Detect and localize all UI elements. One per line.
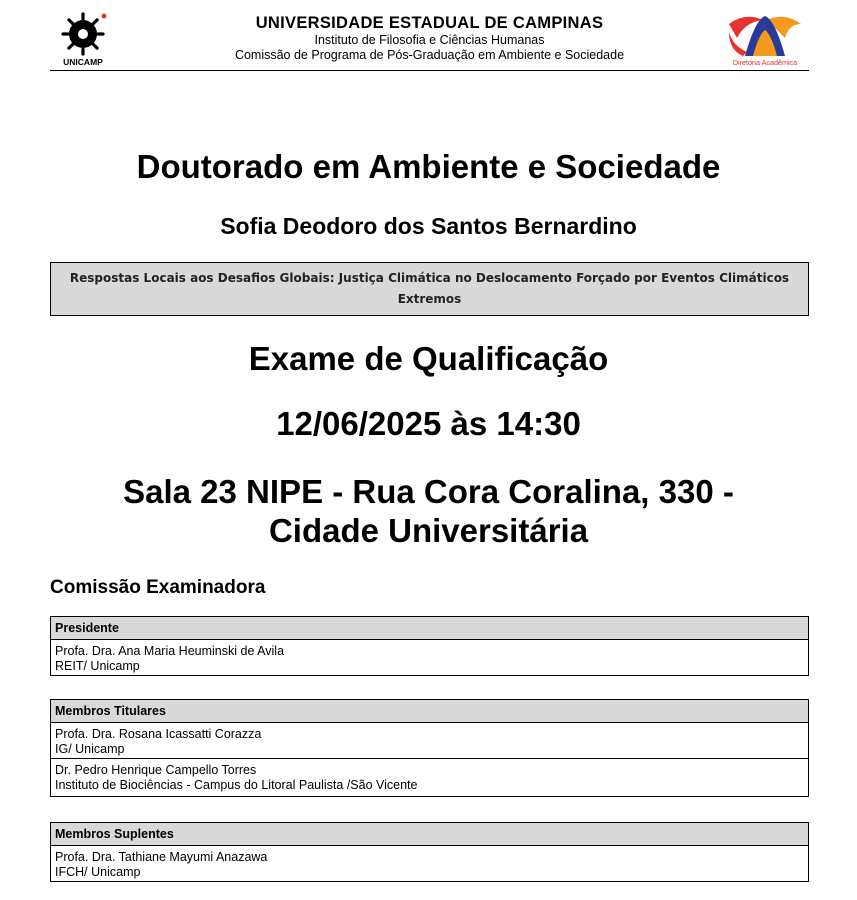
member-name: Profa. Dra. Tathiane Mayumi Anazawa bbox=[55, 850, 268, 864]
exam-datetime: 12/06/2025 às 14:30 bbox=[276, 405, 581, 442]
student-name: Sofia Deodoro dos Santos Bernardino bbox=[220, 213, 637, 239]
table-row bbox=[51, 723, 808, 758]
unicamp-logo-text: UNICAMP bbox=[63, 57, 103, 67]
table-row bbox=[51, 846, 808, 881]
table-row bbox=[51, 640, 808, 675]
thesis-title-box bbox=[50, 262, 809, 316]
member-affiliation: REIT/ Unicamp bbox=[55, 659, 140, 673]
member-affiliation: Instituto de Biociências - Campus do Litoral Paulista /São Vicente bbox=[55, 778, 418, 792]
member-name: Profa. Dra. Ana Maria Heuminski de Avila bbox=[55, 644, 285, 658]
commission-name: Comissão de Programa de Pós-Graduação em Ambiente e Sociedade bbox=[234, 48, 625, 62]
exam-type: Exame de Qualificação bbox=[248, 340, 609, 377]
substitute-members-table bbox=[50, 822, 809, 882]
substitute-heading: Membros Suplentes bbox=[51, 823, 808, 846]
program-name: Doutorado em Ambiente e Sociedade bbox=[136, 148, 721, 185]
exam-location: Sala 23 NIPE - Rua Cora Coralina, 330 - Cidade Universitária bbox=[123, 473, 734, 549]
member-name: Dr. Pedro Henrique Campello Torres bbox=[55, 763, 257, 777]
university-name: UNIVERSIDADE ESTADUAL DE CAMPINAS bbox=[255, 14, 604, 32]
institute-name: Instituto de Filosofia e Ciências Humanas bbox=[314, 33, 545, 47]
titular-members-table bbox=[50, 699, 809, 797]
page-header bbox=[50, 10, 809, 71]
titular-heading: Membros Titulares bbox=[51, 700, 808, 723]
committee-title: Comissão Examinadora bbox=[50, 577, 266, 598]
unicamp-logo bbox=[56, 12, 114, 68]
header-text bbox=[160, 14, 699, 63]
member-affiliation: IFCH/ Unicamp bbox=[55, 865, 141, 879]
diretoria-logo-text: Diretoria Acadêmica bbox=[732, 58, 798, 67]
president-heading: Presidente bbox=[51, 617, 808, 640]
diretoria-academica-logo bbox=[723, 12, 807, 68]
table-row bbox=[51, 758, 808, 796]
member-name: Profa. Dra. Rosana Icassatti Corazza bbox=[55, 727, 262, 741]
president-table bbox=[50, 616, 809, 676]
member-affiliation: IG/ Unicamp bbox=[55, 742, 125, 756]
thesis-title: Respostas Locais aos Desafios Globais: Justiça Climática no Deslocamento Forçado por Eventos Climáticos Extremos bbox=[69, 271, 790, 306]
